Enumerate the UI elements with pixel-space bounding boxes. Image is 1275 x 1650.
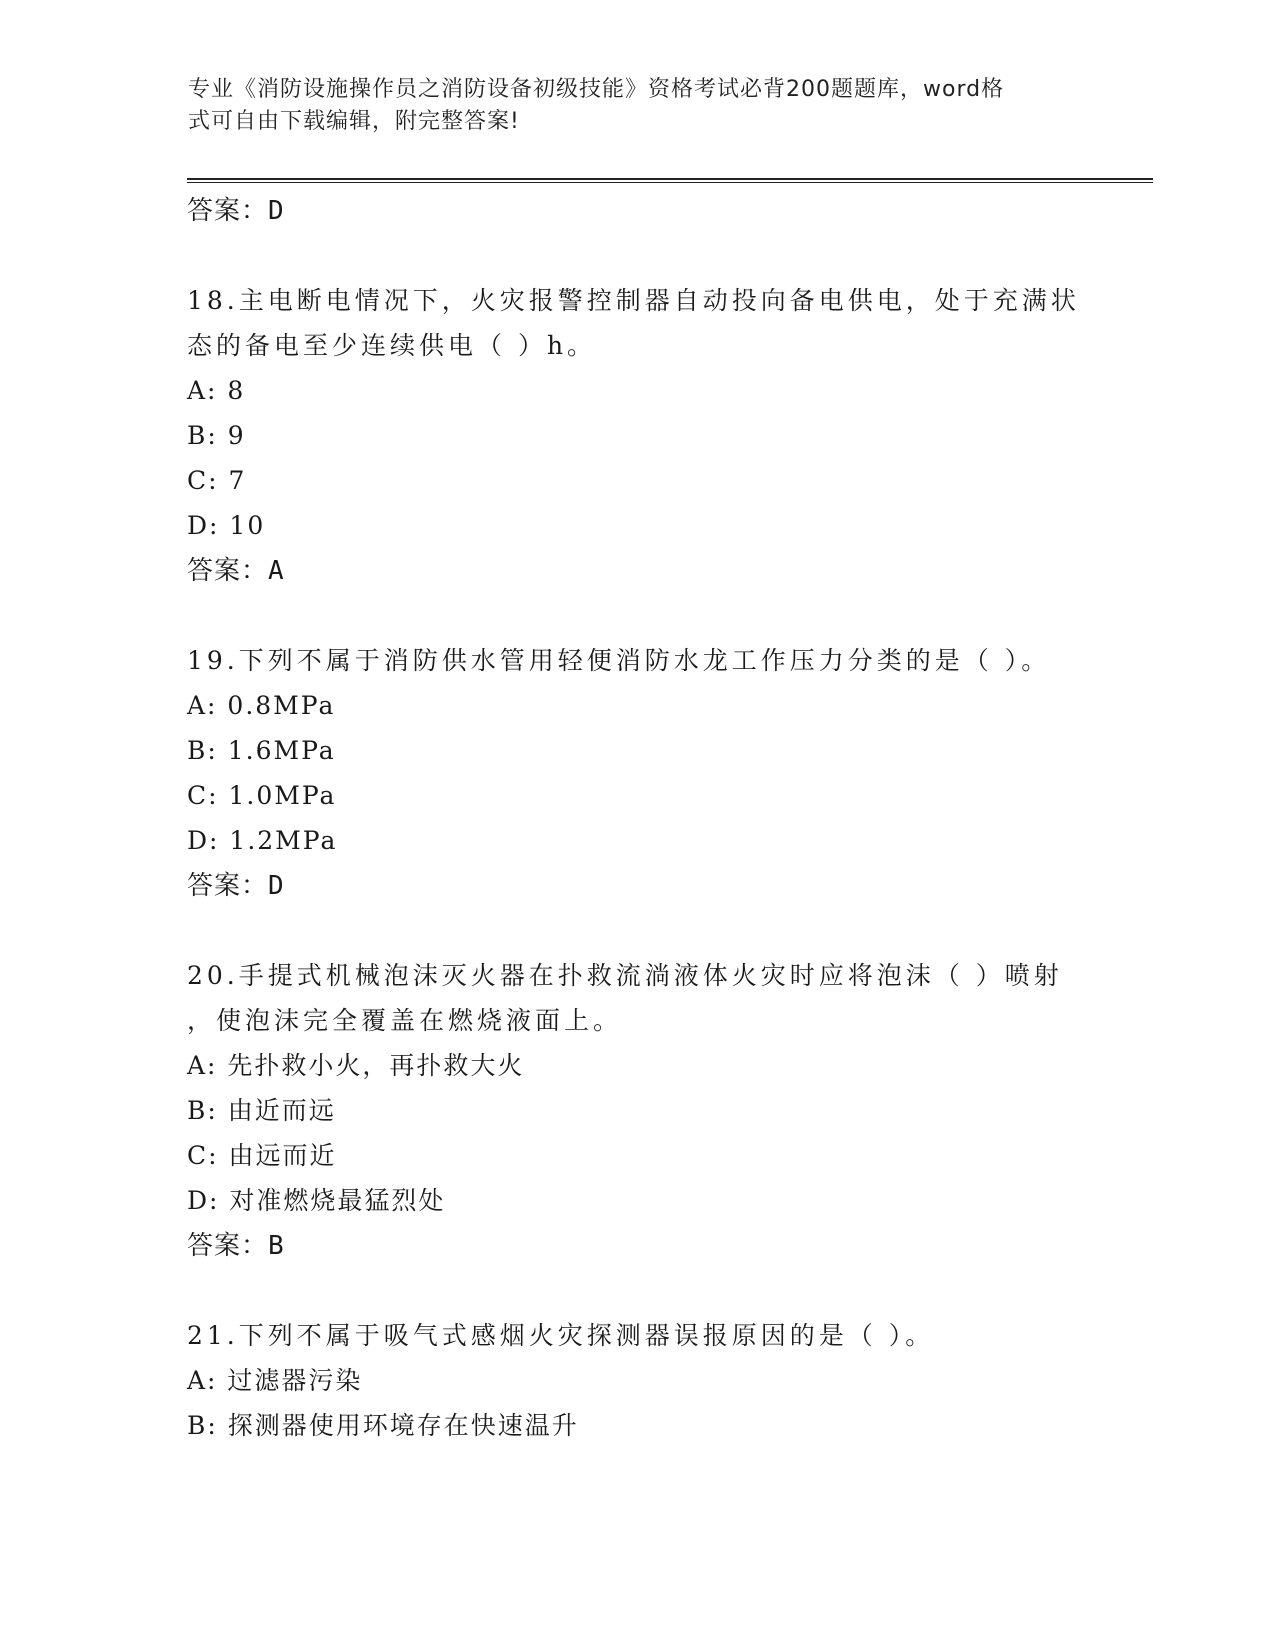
- option-d: D: 1.2MPa: [187, 826, 338, 855]
- header-line-1: 专业《消防设施操作员之消防设备初级技能》资格考试必背200题题库，word格: [188, 77, 1005, 102]
- option-c: C: 1.0MPa: [187, 781, 337, 810]
- question-block: [187, 638, 1087, 909]
- option-a: A: 0.8MPa: [187, 691, 336, 720]
- answer-line: [187, 863, 1087, 909]
- answer-line: [187, 548, 1087, 594]
- answer-label: 答案：: [187, 196, 269, 226]
- answer-value: D: [268, 196, 285, 226]
- question-text-line: 18.主电断电情况下，火灾报警控制器自动投向备电供电，处于充满状: [187, 286, 1080, 315]
- question-text: [187, 953, 1087, 1043]
- option-c: C: 7: [187, 466, 247, 495]
- question-block: [187, 278, 1087, 594]
- question-block: [187, 1313, 1087, 1448]
- answer-value: D: [268, 871, 285, 901]
- header-divider: [187, 178, 1153, 183]
- option-b: B: 由近而远: [187, 1096, 336, 1125]
- answer-label: 答案：: [187, 1231, 269, 1261]
- document-header: [188, 74, 1068, 138]
- question-text: [187, 278, 1087, 368]
- answer-value: A: [268, 556, 285, 586]
- option-a: A: 先扑救小火，再扑救大火: [187, 1051, 525, 1080]
- option-a: A: 过滤器污染: [187, 1366, 363, 1395]
- question-text-line: 态的备电至少连续供电（ ）h。: [187, 331, 597, 360]
- question-list: [187, 188, 1087, 1448]
- option-a: A: 8: [187, 376, 246, 405]
- option-b: B: 9: [187, 421, 246, 450]
- option-b: B: 探测器使用环境存在快速温升: [187, 1411, 579, 1440]
- answer-line: [187, 1223, 1087, 1269]
- question-text: [187, 1313, 1087, 1358]
- option-d: D: 对准燃烧最猛烈处: [187, 1186, 446, 1215]
- question-text-line: 21.下列不属于吸气式感烟火灾探测器误报原因的是（ ）。: [187, 1321, 935, 1350]
- answer-line: [187, 188, 1087, 234]
- header-line-2: 式可自由下载编辑，附完整答案!: [188, 109, 520, 134]
- answer-label: 答案：: [187, 556, 269, 586]
- question-block: [187, 953, 1087, 1269]
- question-text: [187, 638, 1087, 683]
- option-c: C: 由远而近: [187, 1141, 337, 1170]
- question-text-line: 20.手提式机械泡沫灭火器在扑救流淌液体火灾时应将泡沫（ ）喷射: [187, 961, 1063, 990]
- answer-label: 答案：: [187, 871, 269, 901]
- question-text-line: 19.下列不属于消防供水管用轻便消防水龙工作压力分类的是（ ）。: [187, 646, 1051, 675]
- option-d: D: 10: [187, 511, 266, 540]
- question-text-line: ，使泡沫完全覆盖在燃烧液面上。: [187, 1006, 623, 1035]
- answer-value: B: [268, 1231, 285, 1261]
- option-b: B: 1.6MPa: [187, 736, 336, 765]
